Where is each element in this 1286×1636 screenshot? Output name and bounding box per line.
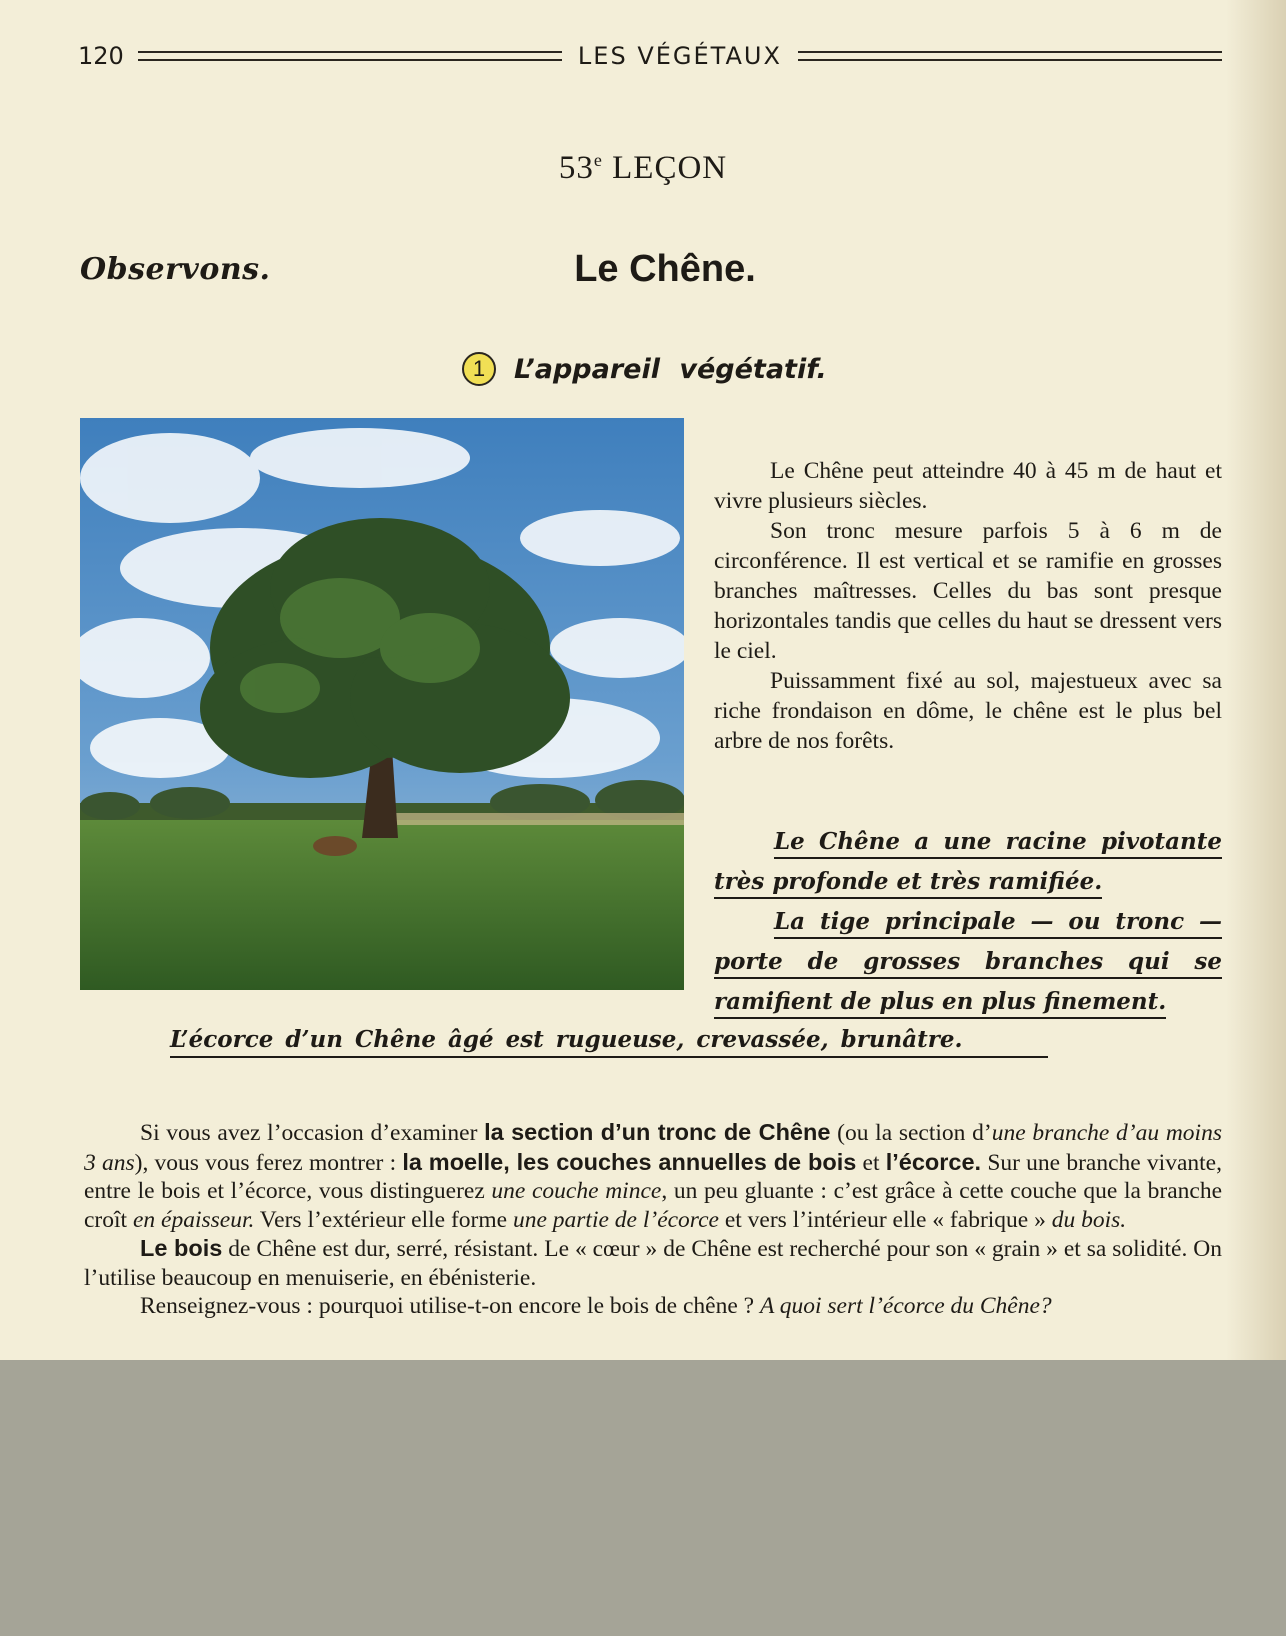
intro-paragraph-1: Le Chêne peut atteindre 40 à 45 m de haut et vivre plusieurs siècles. <box>714 458 1222 514</box>
observons-label: Observons. <box>80 252 271 287</box>
subheading <box>462 352 827 386</box>
body-bold-segment: Le bois <box>140 1235 223 1261</box>
section-name: LES VÉGÉTAUX <box>577 42 782 70</box>
page-title: Le Chêne. <box>574 248 756 290</box>
body-text-segment: , un peu gluante : c’est grâce à cette couche que la branche croît <box>84 1178 1222 1233</box>
body-text-segment: et vers l’intérieur elle « fabrique » <box>718 1206 1052 1233</box>
intro-text <box>714 456 1222 756</box>
section-number-badge: 1 <box>462 352 496 386</box>
lesson-suffix: e <box>593 150 603 170</box>
running-header <box>78 38 1222 74</box>
intro-paragraph-2: Son tronc mesure parfois 5 à 6 m de circonférence. Il est vertical et se ramifie en grosses branches maîtresses. Celles du bas sont presque horizontales tandis que celles du haut se dressent vers le ciel. <box>714 518 1222 664</box>
body-italic-segment: une branche d’au moins 3 ans <box>84 1120 1222 1176</box>
body-paragraph-2 <box>84 1234 1222 1292</box>
oak-tree-illustration <box>80 418 684 990</box>
body-text-segment: de Chêne est dur, serré, résistant. Le « cœur » de Chêne est recherché pour son « grain » et sa solidité. On l’utilise beaucoup en menuiserie, en ébénisterie. <box>84 1236 1222 1291</box>
body-italic-segment: en épaisseur. <box>132 1206 255 1233</box>
intro-paragraph-3: Puissamment fixé au sol, majestueux avec sa riche frondaison en dôme, le chêne est le plus bel arbre de nos forêts. <box>714 668 1222 754</box>
body-text-segment: Renseignez-vous : pourquoi utilise-t-on encore le bois de chêne ? <box>140 1293 760 1319</box>
body-text-segment: ), vous vous ferez montrer : <box>134 1149 403 1176</box>
body-italic-segment: A quoi sert l’écorce du Chêne? <box>759 1293 1052 1319</box>
body-text-segment: (ou la section d’ <box>830 1120 992 1146</box>
header-rule-right <box>798 51 1222 61</box>
body-bold-segment: la section d’un tronc de Chêne <box>484 1119 831 1145</box>
body-bold-segment: l’écorce. <box>885 1148 982 1175</box>
body-text-segment: Sur une branche vivante, entre le bois et l’écorce, vous distinguerez <box>84 1149 1222 1204</box>
lesson-num: 53 <box>558 150 594 186</box>
body-paragraph-3 <box>84 1292 1222 1321</box>
body-bold-segment: la moelle, les couches annuelles de bois <box>402 1148 857 1175</box>
body-italic-segment: du bois. <box>1051 1206 1127 1233</box>
body-italic-segment: une couche mince <box>491 1178 662 1204</box>
lesson-word: LEÇON <box>612 150 728 186</box>
page-shadow <box>1226 0 1286 1360</box>
body-text <box>84 1118 1222 1321</box>
body-text-segment: et <box>856 1149 886 1176</box>
summary-sentence-3: L’écorce d’un Chêne âgé est rugueuse, crevassée, brunâtre. <box>170 1026 1048 1058</box>
header-rule-left <box>138 51 562 61</box>
scan-background <box>0 1360 1286 1636</box>
body-text-segment: Si vous avez l’occasion d’examiner <box>140 1120 485 1146</box>
body-text-segment: Vers l’extérieur elle forme <box>254 1206 513 1233</box>
page-number: 120 <box>78 42 124 70</box>
body-italic-segment: une partie de l’écorce <box>512 1206 719 1233</box>
summary-box <box>714 822 1222 1022</box>
body-paragraph-1 <box>84 1118 1222 1234</box>
lesson-number <box>0 150 1286 187</box>
summary-sentence-1: Le Chêne a une racine pivotante très profonde et très ramifiée. <box>714 828 1222 899</box>
oak-tree-photo <box>80 418 684 990</box>
subheading-text: L’appareil végétatif. <box>514 353 827 385</box>
summary-sentence-2: La tige principale — ou tronc — porte de grosses branches qui se ramifient de plus en plus finement. <box>714 908 1222 1019</box>
